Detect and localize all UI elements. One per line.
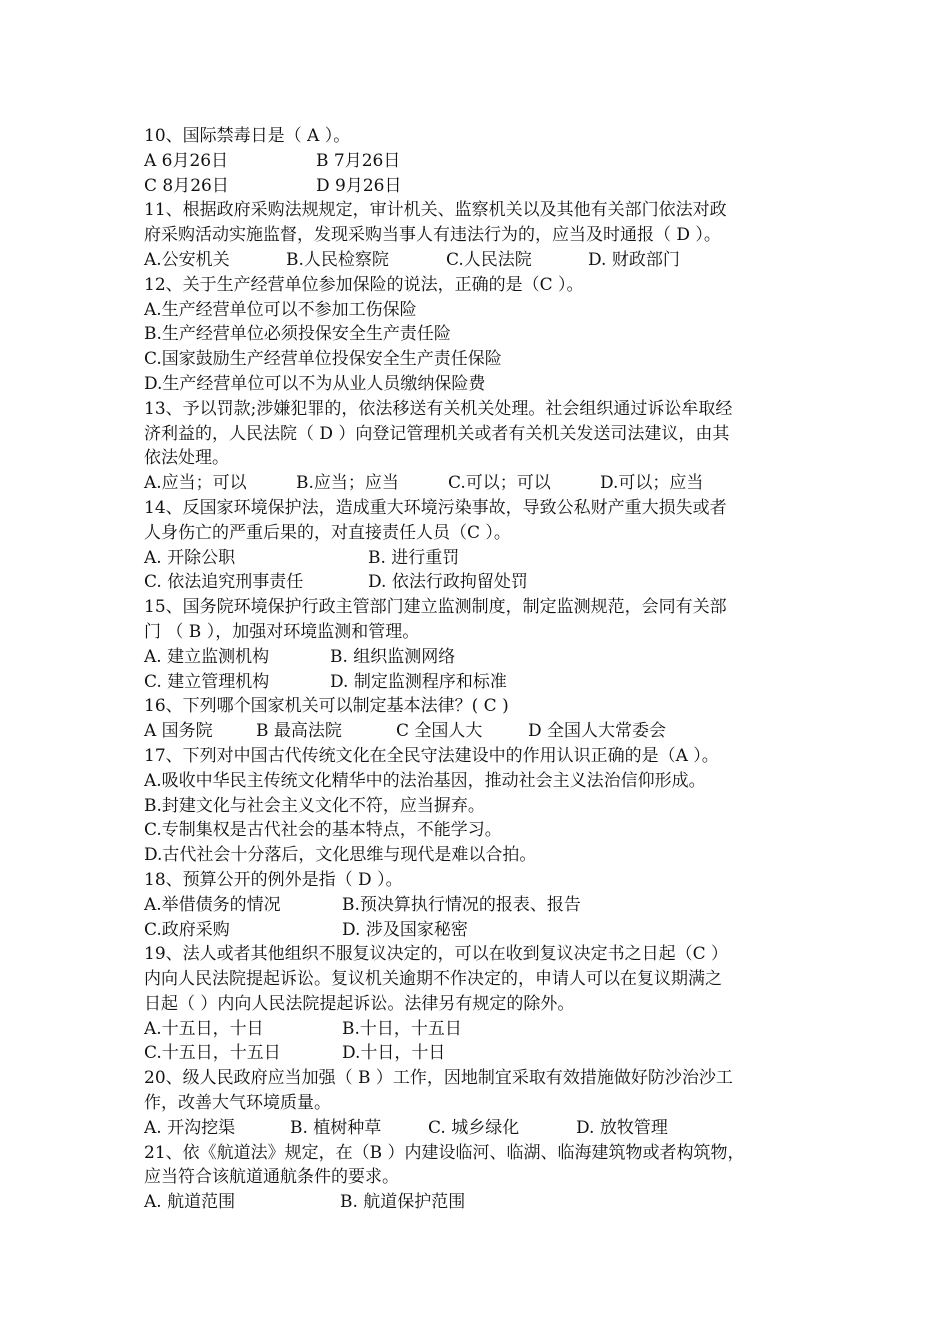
option-row xyxy=(144,570,824,595)
question-block xyxy=(144,694,824,744)
question-text: 19、法人或者其他组织不服复议决定的，可以在收到复议决定书之日起（C ） xyxy=(144,944,729,965)
option-row xyxy=(144,794,824,819)
question-block xyxy=(144,198,824,272)
question-text: 21、依《航道法》规定，在（B ）内建设临河、临湖、临海建筑物或者构筑物， xyxy=(144,1142,745,1163)
answer-option: A 国务院 xyxy=(144,721,213,742)
answer-option: D.生产经营单位可以不为从业人员缴纳保险费 xyxy=(144,373,486,394)
option-row xyxy=(144,298,824,323)
option-row xyxy=(144,471,824,496)
answer-option: D. 财政部门 xyxy=(588,249,680,270)
question-block xyxy=(144,744,824,868)
answer-option: D 全国人大常委会 xyxy=(528,721,667,742)
question-text: 门 （ B ），加强对环境监测和管理。 xyxy=(144,621,420,642)
question-block xyxy=(144,595,824,694)
answer-option: A. 开沟挖渠 xyxy=(144,1117,236,1138)
answer-option: D.可以；应当 xyxy=(600,473,704,494)
answer-option: A.吸收中华民主传统文化精华中的法治基因，推动社会主义法治信仰形成。 xyxy=(144,770,706,791)
answer-option: B.人民检察院 xyxy=(286,249,389,270)
question-block xyxy=(144,273,824,397)
answer-option: B. 植树种草 xyxy=(290,1117,382,1138)
question-text: 人身伤亡的严重后果的，对直接责任人员（C ）。 xyxy=(144,522,511,543)
question-text: 13、予以罚款;涉嫌犯罪的，依法移送有关机关处理。社会组织通过诉讼牟取经 xyxy=(144,398,733,419)
answer-option: B. 航道保护范围 xyxy=(340,1192,466,1213)
option-row xyxy=(144,893,824,918)
answer-option: B. 组织监测网络 xyxy=(330,646,456,667)
answer-option: A.十五日，十日 xyxy=(144,1018,264,1039)
answer-option: A.举借债务的情况 xyxy=(144,894,281,915)
question-text: 14、反国家环境保护法，造成重大环境污染事故，导致公私财产重大损失或者 xyxy=(144,497,727,518)
answer-option: C. 依法追究刑事责任 xyxy=(144,572,304,593)
option-row xyxy=(144,372,824,397)
answer-option: A.应当；可以 xyxy=(144,473,247,494)
question-block xyxy=(144,397,824,496)
option-row xyxy=(144,818,824,843)
question-text: 10、国际禁毒日是（ A ）。 xyxy=(144,126,351,146)
answer-option: D. 涉及国家秘密 xyxy=(342,919,468,940)
answer-option: B. 进行重罚 xyxy=(368,547,460,568)
question-block xyxy=(144,868,824,942)
answer-option: C.国家鼓励生产经营单位投保安全生产责任保险 xyxy=(144,349,502,370)
option-row xyxy=(144,670,824,695)
question-text: 12、关于生产经营单位参加保险的说法，正确的是（C ）。 xyxy=(144,274,584,295)
answer-option: C 8月26日 xyxy=(144,175,229,196)
question-text: 应当符合该航道通航条件的要求。 xyxy=(144,1167,399,1188)
answer-option: B.十日，十五日 xyxy=(342,1018,462,1039)
answer-option: C. 建立管理机构 xyxy=(144,671,270,692)
question-block xyxy=(144,496,824,595)
answer-option: A 6月26日 xyxy=(144,150,229,171)
answer-option: C.可以；可以 xyxy=(448,473,551,494)
question-text: 依法处理。 xyxy=(144,448,229,469)
answer-option: D. 依法行政拘留处罚 xyxy=(368,572,528,593)
answer-option: C.专制集权是古代社会的基本特点，不能学习。 xyxy=(144,820,502,841)
document-page xyxy=(144,124,824,1215)
answer-option: C. 城乡绿化 xyxy=(428,1117,520,1138)
question-text: 17、下列对中国古代传统文化在全民守法建设中的作用认识正确的是（A ）。 xyxy=(144,745,719,766)
question-text: 日起（ ）内向人民法院提起诉讼。法律另有规定的除外。 xyxy=(144,993,575,1014)
answer-option: C.政府采购 xyxy=(144,919,230,940)
answer-option: B.应当；应当 xyxy=(296,473,399,494)
question-block xyxy=(144,942,824,1066)
option-row xyxy=(144,1017,824,1042)
question-text: 府采购活动实施监督，发现采购当事人有违法行为的，应当及时通报（ D ）。 xyxy=(144,225,721,246)
answer-option: D 9月26日 xyxy=(316,175,402,196)
option-row xyxy=(144,1190,824,1215)
answer-option: D. 制定监测程序和标准 xyxy=(330,671,507,692)
option-row xyxy=(144,322,824,347)
answer-option: A. 开除公职 xyxy=(144,547,236,568)
option-row xyxy=(144,1116,824,1141)
answer-option: B.生产经营单位必须投保安全生产责任险 xyxy=(144,324,451,345)
answer-option: B.封建文化与社会主义文化不符，应当摒弃。 xyxy=(144,795,485,816)
option-row xyxy=(144,546,824,571)
question-text: 内向人民法院提起诉讼。复议机关逾期不作决定的，申请人可以在复议期满之 xyxy=(144,969,722,990)
answer-option: D.十日，十日 xyxy=(342,1043,446,1064)
answer-option: D.古代社会十分落后，文化思维与现代是难以合拍。 xyxy=(144,845,537,866)
question-block xyxy=(144,1066,824,1140)
option-row xyxy=(144,347,824,372)
answer-option: A.公安机关 xyxy=(144,249,230,270)
answer-option: A.生产经营单位可以不参加工伤保险 xyxy=(144,299,417,320)
answer-option: D. 放牧管理 xyxy=(576,1117,668,1138)
option-row xyxy=(144,149,824,174)
answer-option: A. 航道范围 xyxy=(144,1192,236,1213)
answer-option: C.十五日，十五日 xyxy=(144,1043,281,1064)
option-row xyxy=(144,843,824,868)
question-block xyxy=(144,1141,824,1215)
option-row xyxy=(144,645,824,670)
option-row xyxy=(144,719,824,744)
answer-option: C 全国人大 xyxy=(396,721,483,742)
answer-option: B.预决算执行情况的报表、报告 xyxy=(342,894,581,915)
option-row xyxy=(144,248,824,273)
option-row xyxy=(144,174,824,199)
question-text: 20、级人民政府应当加强（ B ）工作，因地制宜采取有效措施做好防沙治沙工 xyxy=(144,1068,733,1089)
question-block xyxy=(144,124,824,198)
question-text: 15、国务院环境保护行政主管部门建立监测制度，制定监测规范，会同有关部 xyxy=(144,597,727,618)
answer-option: B 最高法院 xyxy=(256,721,342,742)
answer-option: A. 建立监测机构 xyxy=(144,646,270,667)
question-text: 11、根据政府采购法规规定，审计机关、监察机关以及其他有关部门依法对政 xyxy=(144,200,727,221)
option-row xyxy=(144,769,824,794)
question-text: 济利益的，人民法院（ D ）向登记管理机关或者有关机关发送司法建议，由其 xyxy=(144,423,730,444)
question-text: 作，改善大气环境质量。 xyxy=(144,1093,331,1114)
answer-option: B 7月26日 xyxy=(316,150,401,171)
answer-option: C.人民法院 xyxy=(446,249,532,270)
question-text: 16、下列哪个国家机关可以制定基本法律？( C ) xyxy=(144,696,509,717)
question-text: 18、预算公开的例外是指（ D ）。 xyxy=(144,869,403,890)
option-row xyxy=(144,1041,824,1066)
option-row xyxy=(144,918,824,943)
